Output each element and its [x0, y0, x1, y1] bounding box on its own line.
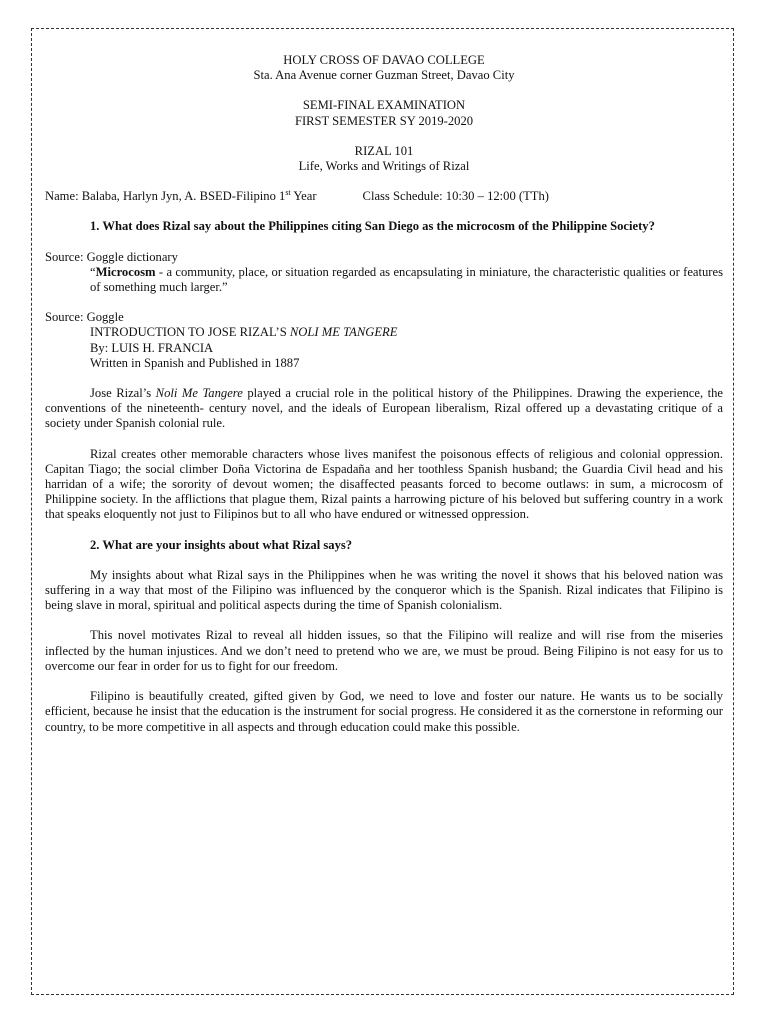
source-goggle: Source: Goggle [45, 310, 124, 325]
class-schedule: Class Schedule: 10:30 – 12:00 (TTh) [362, 189, 549, 204]
q2-paragraph-1: My insights about what Rizal says in the Philippines when he was writing the novel it shows that his beloved nation was suffering in a way that most of the Filipino was influenced by the conqueror which is the Spanish. Rizal indicates that Filipino is being slave in moral, spiritual and political aspects during the time of Spanish colonialism. [45, 567, 723, 613]
question-1: 1. What does Rizal say about the Philippines citing San Diego as the microcosm of the Philippine Society? [90, 219, 655, 234]
intro-title: INTRODUCTION TO JOSE RIZAL’S NOLI ME TANGERE [90, 325, 398, 340]
q2-paragraph-3: Filipino is beautifully created, gifted given by God, we need to love and foster our nature. He wants us to be socially efficient, because he insist that the education is the instrument for social progress. He considered it as the cornerstone in reforming our country, to be more competitive in all aspects and through education could make this possible. [45, 689, 723, 734]
intro-published: Written in Spanish and Published in 1887 [90, 355, 300, 370]
intro-author: By: LUIS H. FRANCIA [90, 340, 214, 355]
student-name: Name: Balaba, Harlyn Jyn, A. BSED-Filipino 1st Year [45, 188, 317, 204]
course-code: RIZAL 101 [354, 143, 414, 158]
source-dictionary: Source: Goggle dictionary [45, 249, 178, 264]
q1-paragraph-2: Rizal creates other memorable characters whose lives manifest the poisonous effects of religious and colonial oppression. Capitan Tiago; the social climber Doña Victorina de Espadaña and her toothless Spanish husband; the Guardia Civil head and his harridan of a wife; the sorority of devout women; the disaffected peasants forced to become outlaws: in sum, a microcosm of Philippine society. In the afflictions that plague them, Rizal paints a harrowing picture of his beloved but suffering country in a work that speaks eloquently not just to Filipinos but to all who have endured or witnessed oppression. [45, 446, 723, 522]
exam-title: SEMI-FINAL EXAMINATION [302, 98, 466, 113]
semester-title: FIRST SEMESTER SY 2019-2020 [294, 113, 474, 128]
course-title: Life, Works and Writings of Rizal [298, 159, 470, 174]
document-body [45, 53, 723, 735]
q1-paragraph-1: Jose Rizal’s Noli Me Tangere played a crucial role in the political history of the Philippines. Drawing the experience, the conventions of the nineteenth- century novel, and the ideals of European liberalism, Rizal offered up a devastating critique of a society under Spanish colonial rule. [45, 386, 723, 431]
microcosm-definition: “Microcosm - a community, place, or situation regarded as encapsulating in miniature, the characteristic qualities or features of something much larger.” [90, 264, 723, 295]
school-address: Sta. Ana Avenue corner Guzman Street, Davao City [253, 68, 515, 83]
question-2: 2. What are your insights about what Rizal says? [90, 537, 353, 552]
school-name: HOLY CROSS OF DAVAO COLLEGE [283, 53, 485, 67]
student-info-row [45, 189, 723, 204]
q2-paragraph-2: This novel motivates Rizal to reveal all hidden issues, so that the Filipino will realize and will rise from the miseries inflected by the human injustices. And we don’t need to pretend who we are, we must be proud. Being Filipino is not easy for us to overcome our fear in order for us to fight for our freedom. [45, 628, 723, 673]
